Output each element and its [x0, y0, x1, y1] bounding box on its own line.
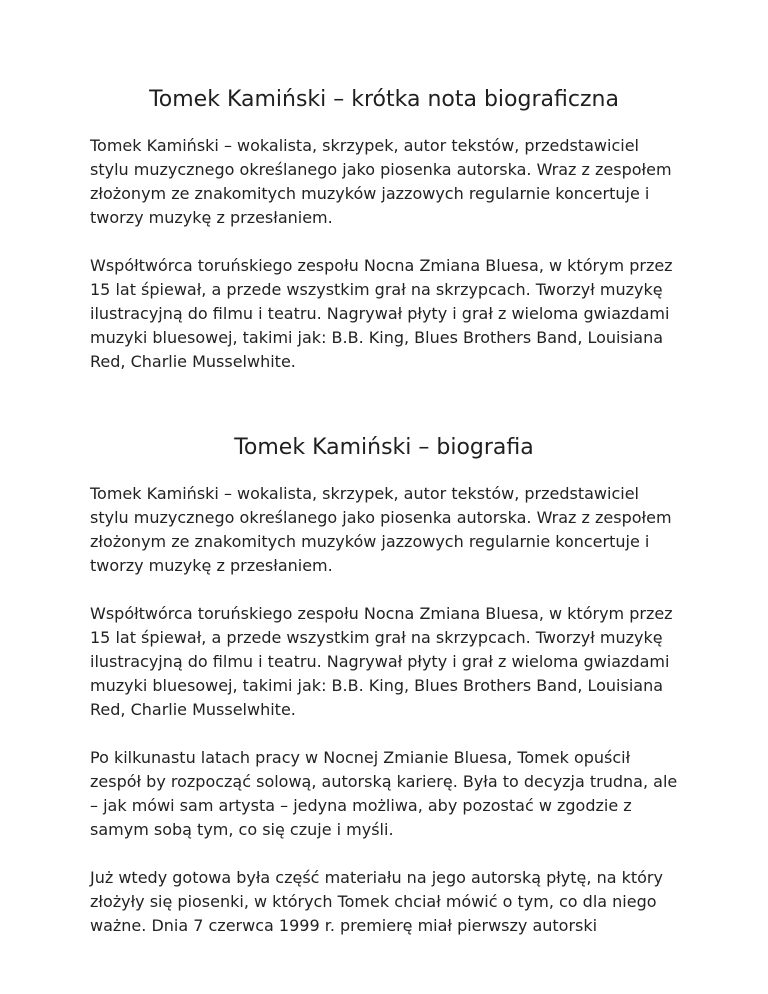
- short-bio-section: [90, 86, 678, 374]
- biography-paragraph: Tomek Kamiński – wokalista, skrzypek, autor tekstów, przedstawiciel stylu muzycznego określanego jako piosenka autorska. Wraz z zespołem złożonym ze znakomitych muzyków jazzowych regularnie koncertuje i tworzy muzykę z przesłaniem.: [90, 484, 672, 575]
- short-bio-paragraph: Tomek Kamiński – wokalista, skrzypek, autor tekstów, przedstawiciel stylu muzycznego określanego jako piosenka autorska. Wraz z zespołem złożonym ze znakomitych muzyków jazzowych regularnie koncertuje i tworzy muzykę z przesłaniem.: [90, 136, 672, 227]
- biography-paragraph: Współtwórca toruńskiego zespołu Nocna Zmiana Bluesa, w którym przez 15 lat śpiewał, a przede wszystkim grał na skrzypcach. Tworzył muzykę ilustracyjną do filmu i teatru. Nagrywał płyty i grał z wieloma gwiazdami muzyki bluesowej, takimi jak: B.B. King, Blues Brothers Band, Louisiana Red, Charlie Musselwhite.: [90, 604, 673, 719]
- biography-title: Tomek Kamiński – biografia: [234, 435, 534, 460]
- biography-paragraph: Po kilkunastu latach pracy w Nocnej Zmianie Bluesa, Tomek opuścił zespół by rozpocząć solową, autorską karierę. Była to decyzja trudna, ale – jak mówi sam artysta – jedyna możliwa, aby pozostać w zgodzie z samym sobą tym, co się czuje i myśli.: [90, 748, 678, 839]
- short-bio-title: Tomek Kamiński – krótka nota biograficzna: [149, 87, 619, 112]
- biography-section: [90, 434, 678, 938]
- biography-paragraph: Już wtedy gotowa była część materiału na jego autorską płytę, na który złożyły się piosenki, w których Tomek chciał mówić o tym, co dla niego ważne. Dnia 7 czerwca 1999 r. premierę miał pierwszy autorski: [90, 868, 663, 935]
- short-bio-paragraph: Współtwórca toruńskiego zespołu Nocna Zmiana Bluesa, w którym przez 15 lat śpiewał, a przede wszystkim grał na skrzypcach. Tworzył muzykę ilustracyjną do filmu i teatru. Nagrywał płyty i grał z wieloma gwiazdami muzyki bluesowej, takimi jak: B.B. King, Blues Brothers Band, Louisiana Red, Charlie Musselwhite.: [90, 256, 673, 371]
